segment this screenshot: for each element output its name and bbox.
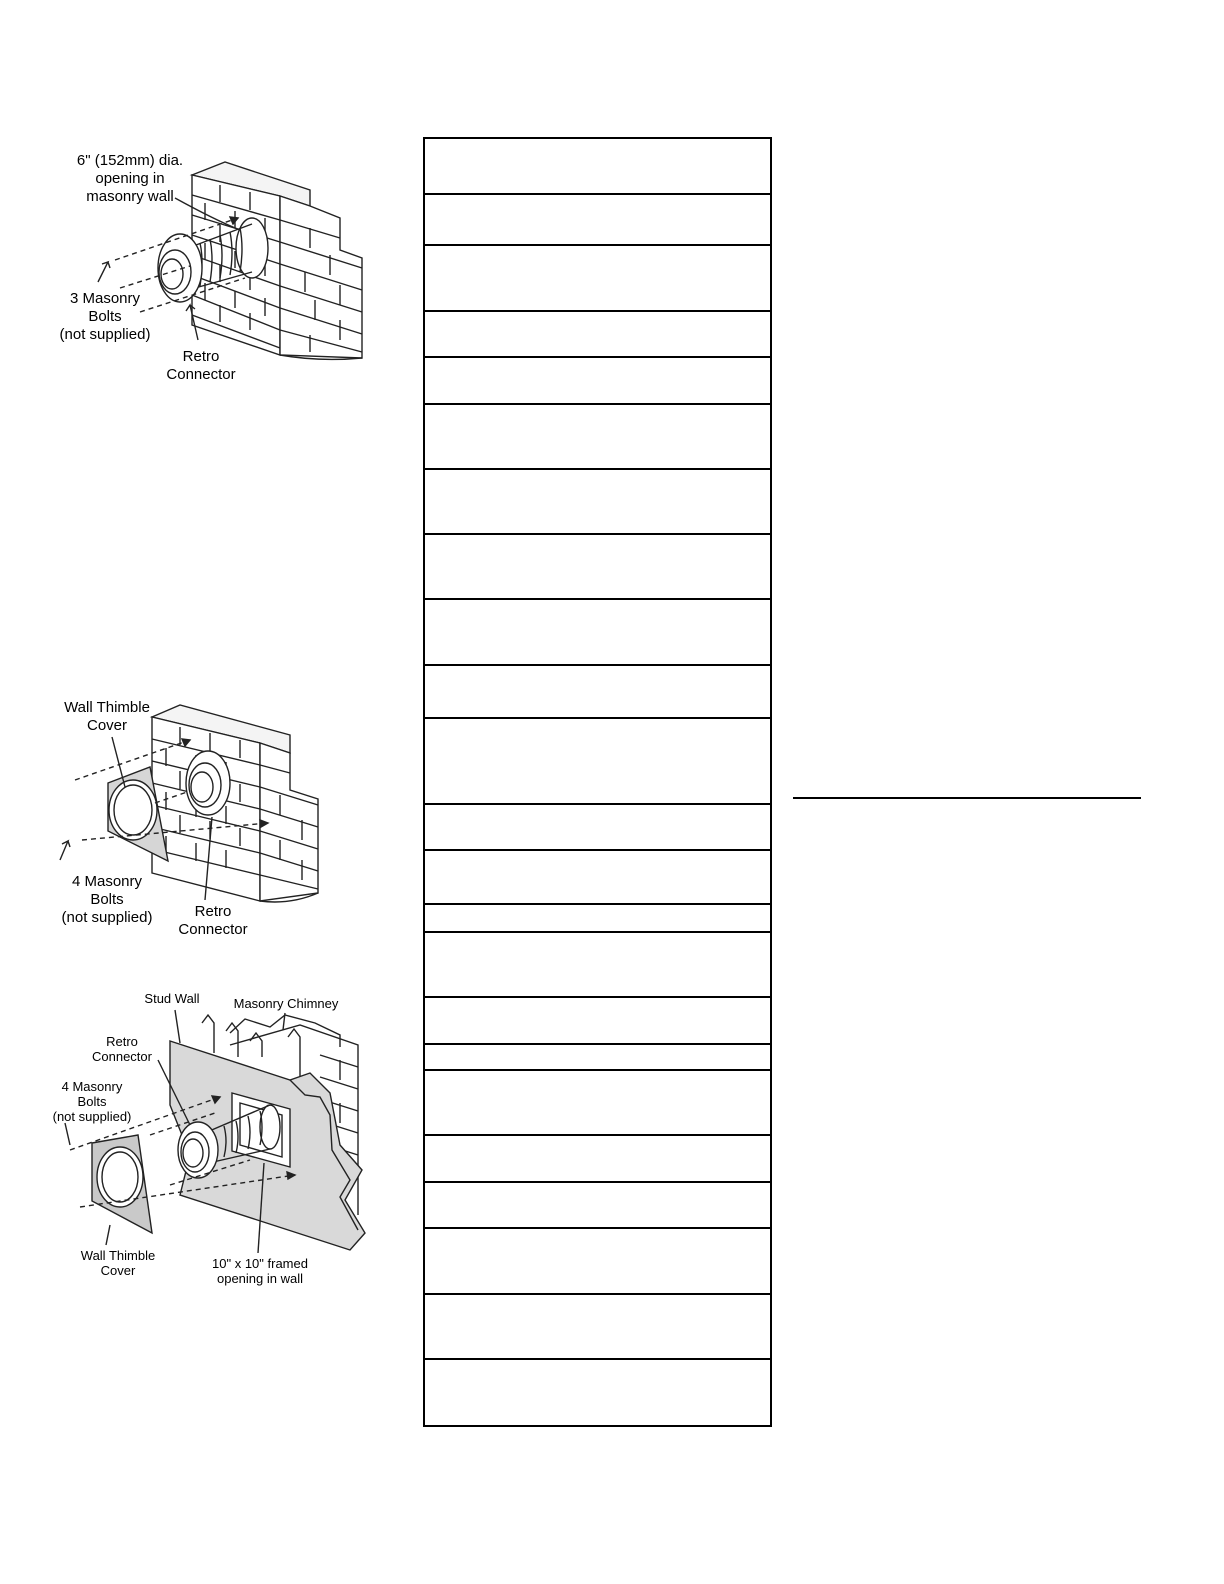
table-row [425, 139, 770, 195]
table-row [425, 805, 770, 851]
figure-retro-connector-masonry [40, 140, 390, 390]
table-row [425, 535, 770, 600]
table-row [425, 358, 770, 405]
masonry-chimney-label: Masonry Chimney [233, 996, 339, 1011]
retro-connector-label: Retro Connector [166, 348, 236, 383]
table-row [425, 405, 770, 470]
masonry-bolts-label-3: 4 Masonry Bolts (not supplied) [52, 1079, 132, 1124]
table-row [425, 246, 770, 312]
table-row [425, 1071, 770, 1136]
table-row [425, 1183, 770, 1229]
specification-table [423, 137, 772, 1427]
table-row [425, 933, 770, 998]
wall-thimble-cover-label-3: Wall Thimble Cover [80, 1248, 156, 1278]
opening-label: 6" (152mm) dia. opening in masonry wall [76, 152, 184, 205]
table-row [425, 1229, 770, 1295]
table-row [425, 312, 770, 358]
retro-connector-label-3: Retro Connector [92, 1034, 152, 1064]
framed-opening-label: 10" x 10" framed opening in wall [212, 1256, 308, 1286]
wall-thimble-cover-label: Wall Thimble Cover [64, 699, 150, 734]
table-row [425, 1360, 770, 1425]
stud-wall-label: Stud Wall [144, 991, 200, 1006]
masonry-bolts-label-2: 4 Masonry Bolts (not supplied) [61, 873, 153, 926]
figure-stud-wall-installation [40, 985, 390, 1290]
table-row [425, 1136, 770, 1183]
section-divider-rule [793, 797, 1141, 799]
table-row [425, 719, 770, 805]
table-row [425, 666, 770, 719]
table-row [425, 600, 770, 666]
table-row [425, 905, 770, 933]
masonry-bolts-label: 3 Masonry Bolts (not supplied) [59, 290, 151, 343]
table-row [425, 851, 770, 905]
retro-connector-label-2: Retro Connector [178, 903, 248, 938]
figure-wall-thimble-cover-masonry [40, 695, 390, 945]
table-row [425, 470, 770, 535]
stud-wall-illustration [40, 985, 390, 1290]
table-row [425, 195, 770, 246]
table-row [425, 1295, 770, 1360]
table-row [425, 1045, 770, 1071]
table-row [425, 998, 770, 1045]
